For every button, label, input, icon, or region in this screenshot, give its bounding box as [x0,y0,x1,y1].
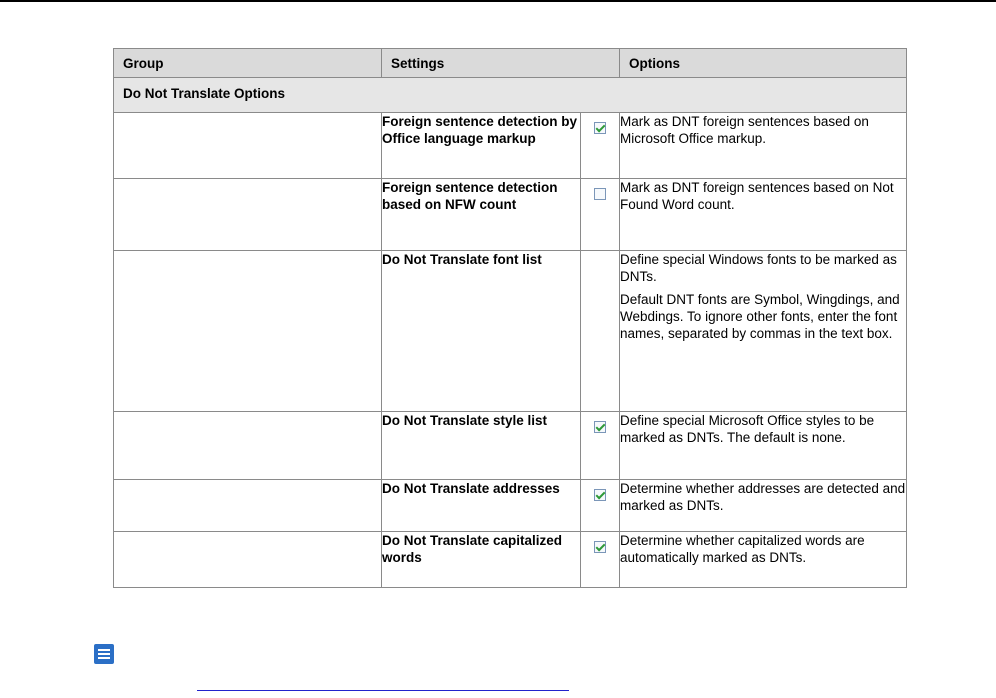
checkbox-checked[interactable] [594,541,606,553]
checkmark-icon [596,490,606,500]
option-text: Determine whether addresses are detected and marked as DNTs. [620,481,906,513]
table-row [114,251,907,412]
top-rule [0,0,996,2]
table-row [114,113,907,179]
checkbox-checked[interactable] [594,421,606,433]
group-cell [114,251,382,412]
checkbox-cell [581,480,620,532]
option-description [620,480,907,532]
setting-name: Do Not Translate capitalized words [382,532,581,588]
table-row [114,480,907,532]
option-description [620,251,907,412]
header-settings: Settings [382,49,620,78]
header-row [114,49,907,78]
setting-name: Foreign sentence detection based on NFW count [382,179,581,251]
option-text: Mark as DNT foreign sentences based on Not Found Word count. [620,180,894,212]
table-row [114,412,907,480]
group-cell [114,532,382,588]
checkbox-unchecked[interactable] [594,188,606,200]
option-description [620,412,907,480]
option-description [620,113,907,179]
group-cell [114,113,382,179]
option-description [620,179,907,251]
setting-name: Foreign sentence detection by Office language markup [382,113,581,179]
checkmark-icon [596,123,606,133]
checkbox-checked[interactable] [594,122,606,134]
setting-name: Do Not Translate addresses [382,480,581,532]
table-row [114,532,907,588]
setting-name: Do Not Translate font list [382,251,581,412]
option-text: Determine whether capitalized words are automatically marked as DNTs. [620,533,865,565]
table-row [114,179,907,251]
option-text: Mark as DNT foreign sentences based on Microsoft Office markup. [620,114,869,146]
checkbox-cell [581,113,620,179]
setting-name: Do Not Translate style list [382,412,581,480]
group-cell [114,480,382,532]
group-cell [114,412,382,480]
group-row [114,78,907,113]
option-text: Define special Windows fonts to be marked as DNTs. [620,252,897,284]
checkbox-cell [581,179,620,251]
header-options: Options [620,49,907,78]
option-text: Default DNT fonts are Symbol, Wingdings, and Webdings. To ignore other fonts, enter the font names, separated by commas in the text box. [620,292,900,341]
option-description [620,532,907,588]
checkbox-cell [581,251,620,412]
header-group: Group [114,49,382,78]
link-underline[interactable] [197,690,569,691]
group-title: Do Not Translate Options [114,78,907,113]
dnt-options-table [113,48,907,588]
checkbox-cell [581,412,620,480]
checkmark-icon [596,422,606,432]
group-cell [114,179,382,251]
option-text: Define special Microsoft Office styles to be marked as DNTs. The default is none. [620,413,875,445]
checkbox-checked[interactable] [594,489,606,501]
checkbox-cell [581,532,620,588]
hamburger-menu-icon[interactable] [94,644,114,664]
checkmark-icon [596,542,606,552]
